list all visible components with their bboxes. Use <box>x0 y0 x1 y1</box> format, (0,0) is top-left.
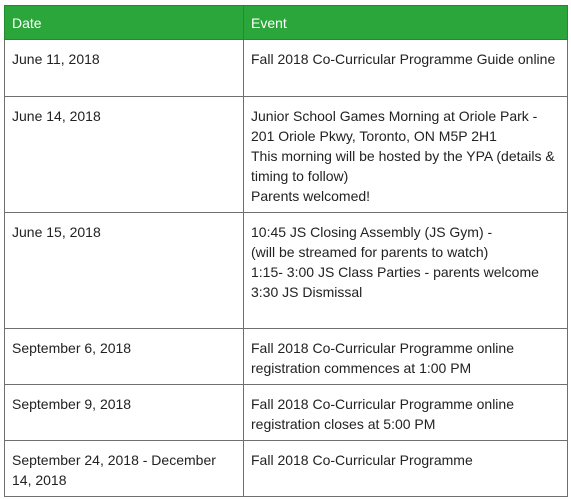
table-row <box>5 40 568 97</box>
event-text: Fall 2018 Co-Curricular Programme Guide online <box>251 51 556 67</box>
date-cell: September 6, 2018 <box>5 329 244 385</box>
event-text: Junior School Games Morning at Oriole Park - 201 Oriole Pkwy, Toronto, ON M5P 2H1 <box>251 108 538 144</box>
event-text: 1:15- 3:00 JS Class Parties - parents welcome <box>251 264 539 280</box>
date-column-header: Date <box>5 6 244 40</box>
date-cell: June 11, 2018 <box>5 40 244 97</box>
event-text: Fall 2018 Co-Curricular Programme <box>251 452 473 468</box>
event-text: 3:30 JS Dismissal <box>251 284 363 300</box>
event-cell <box>244 385 568 441</box>
table-row <box>5 329 568 385</box>
event-cell <box>244 441 568 497</box>
event-column-header: Event <box>244 6 568 40</box>
event-text: This morning will be hosted by the YPA (details & timing to follow) <box>251 148 555 184</box>
date-cell: September 24, 2018 - December 14, 2018 <box>5 441 244 497</box>
table-header-row <box>5 6 568 40</box>
events-table <box>4 5 568 497</box>
event-text: (will be streamed for parents to watch) <box>251 244 489 260</box>
date-cell: September 9, 2018 <box>5 385 244 441</box>
events-table-wrapper <box>4 5 568 497</box>
table-row <box>5 385 568 441</box>
event-text: Fall 2018 Co-Curricular Programme online registration closes at 5:00 PM <box>251 396 514 432</box>
event-cell <box>244 329 568 385</box>
event-text: Fall 2018 Co-Curricular Programme online registration commences at 1:00 PM <box>251 340 514 376</box>
event-text: Parents welcomed! <box>251 188 371 204</box>
event-text: 10:45 JS Closing Assembly (JS Gym) - <box>251 224 493 240</box>
event-cell <box>244 97 568 213</box>
event-cell <box>244 40 568 97</box>
table-row <box>5 441 568 497</box>
date-cell: June 14, 2018 <box>5 97 244 213</box>
table-row <box>5 97 568 213</box>
table-row <box>5 213 568 329</box>
event-cell <box>244 213 568 329</box>
date-cell: June 15, 2018 <box>5 213 244 329</box>
